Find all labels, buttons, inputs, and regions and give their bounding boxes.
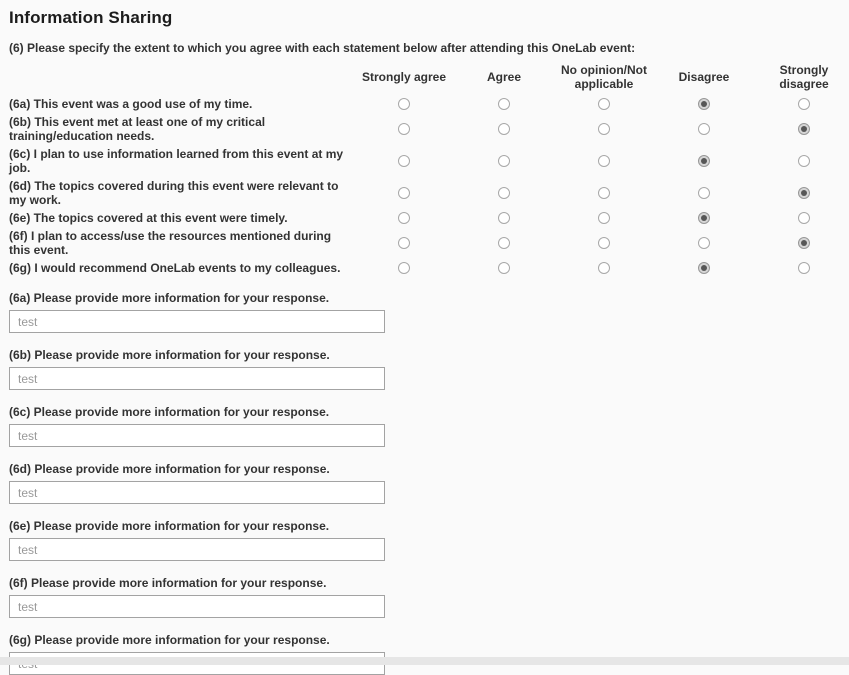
radio-6d-disagree[interactable]: [698, 187, 710, 199]
radio-6d-strongly-disagree[interactable]: [798, 187, 810, 199]
followup-label-6e: (6e) Please provide more information for your response.: [9, 519, 330, 533]
radio-6g-agree[interactable]: [498, 262, 510, 274]
radio-6e-disagree[interactable]: [698, 212, 710, 224]
radio-cell-6e-no-opinion-not-applicable: [554, 212, 654, 224]
column-header-disagree: Disagree: [678, 70, 730, 84]
agreement-matrix: [9, 58, 839, 277]
radio-cell-6c-strongly-disagree: [754, 155, 849, 167]
radio-6f-no-opinion-not-applicable[interactable]: [598, 237, 610, 249]
matrix-row-6a: [9, 95, 839, 113]
radio-6c-agree[interactable]: [498, 155, 510, 167]
radio-6b-disagree[interactable]: [698, 123, 710, 135]
radio-cell-6f-no-opinion-not-applicable: [554, 237, 654, 249]
followup-input-6c[interactable]: [9, 424, 385, 447]
matrix-row-6b: [9, 113, 839, 145]
radio-cell-6d-no-opinion-not-applicable: [554, 187, 654, 199]
radio-cell-6b-no-opinion-not-applicable: [554, 123, 654, 135]
radio-cell-6d-agree: [454, 187, 554, 199]
radio-cell-6g-strongly-agree: [354, 262, 454, 274]
matrix-row-6f: [9, 227, 839, 259]
radio-cell-6f-strongly-agree: [354, 237, 454, 249]
column-header-strongly-agree: Strongly agree: [361, 70, 447, 84]
matrix-row-6e: [9, 209, 839, 227]
radio-cell-6e-agree: [454, 212, 554, 224]
radio-6e-strongly-disagree[interactable]: [798, 212, 810, 224]
followup-group-6g: [9, 634, 839, 675]
radio-cell-6a-disagree: [654, 98, 754, 110]
followup-group-6c: [9, 406, 839, 447]
followup-label-6f: (6f) Please provide more information for your response.: [9, 576, 327, 590]
radio-cell-6f-disagree: [654, 237, 754, 249]
followup-group-6d: [9, 463, 839, 504]
radio-6a-strongly-agree[interactable]: [398, 98, 410, 110]
followup-label-6b: (6b) Please provide more information for your response.: [9, 348, 330, 362]
radio-cell-6g-disagree: [654, 262, 754, 274]
radio-cell-6d-strongly-disagree: [754, 187, 849, 199]
page-title: Information Sharing: [9, 8, 173, 27]
followup-input-6d[interactable]: [9, 481, 385, 504]
followup-input-6b[interactable]: [9, 367, 385, 390]
radio-6d-agree[interactable]: [498, 187, 510, 199]
radio-cell-6a-strongly-agree: [354, 98, 454, 110]
radio-6f-agree[interactable]: [498, 237, 510, 249]
radio-6b-strongly-agree[interactable]: [398, 123, 410, 135]
radio-6e-strongly-agree[interactable]: [398, 212, 410, 224]
statement-label-6c: (6c) I plan to use information learned from this event at my job.: [9, 147, 344, 175]
radio-cell-6a-agree: [454, 98, 554, 110]
statement-label-6g: (6g) I would recommend OneLab events to my colleagues.: [9, 261, 341, 275]
followup-label-6d: (6d) Please provide more information for your response.: [9, 462, 330, 476]
statement-label-6a: (6a) This event was a good use of my time.: [9, 97, 253, 111]
statement-label-6e: (6e) The topics covered at this event were timely.: [9, 211, 288, 225]
radio-cell-6c-strongly-agree: [354, 155, 454, 167]
radio-6g-no-opinion-not-applicable[interactable]: [598, 262, 610, 274]
radio-6g-disagree[interactable]: [698, 262, 710, 274]
radio-cell-6b-disagree: [654, 123, 754, 135]
radio-6a-disagree[interactable]: [698, 98, 710, 110]
statement-label-6b: (6b) This event met at least one of my critical training/education needs.: [9, 115, 266, 143]
radio-cell-6e-strongly-disagree: [754, 212, 849, 224]
radio-6b-strongly-disagree[interactable]: [798, 123, 810, 135]
radio-cell-6b-strongly-disagree: [754, 123, 849, 135]
radio-cell-6d-strongly-agree: [354, 187, 454, 199]
matrix-rows: [9, 95, 839, 277]
radio-6e-agree[interactable]: [498, 212, 510, 224]
radio-cell-6e-strongly-agree: [354, 212, 454, 224]
radio-cell-6g-agree: [454, 262, 554, 274]
followup-group-6b: [9, 349, 839, 390]
column-header-agree: Agree: [486, 70, 521, 84]
radio-cell-6a-strongly-disagree: [754, 98, 849, 110]
followup-input-6f[interactable]: [9, 595, 385, 618]
radio-cell-6f-agree: [454, 237, 554, 249]
radio-cell-6c-disagree: [654, 155, 754, 167]
followup-label-6g: (6g) Please provide more information for your response.: [9, 633, 330, 647]
matrix-row-6g: [9, 259, 839, 277]
followup-label-6a: (6a) Please provide more information for your response.: [9, 291, 330, 305]
radio-6c-disagree[interactable]: [698, 155, 710, 167]
radio-6a-strongly-disagree[interactable]: [798, 98, 810, 110]
radio-cell-6g-no-opinion-not-applicable: [554, 262, 654, 274]
matrix-row-6c: [9, 145, 839, 177]
question-6-text: (6) Please specify the extent to which you agree with each statement below after attending this OneLab event:: [9, 41, 636, 55]
matrix-row-6d: [9, 177, 839, 209]
radio-6e-no-opinion-not-applicable[interactable]: [598, 212, 610, 224]
followup-input-6a[interactable]: [9, 310, 385, 333]
radio-cell-6e-disagree: [654, 212, 754, 224]
followup-input-6e[interactable]: [9, 538, 385, 561]
radio-6d-strongly-agree[interactable]: [398, 187, 410, 199]
followup-group-6a: [9, 292, 839, 333]
radio-cell-6f-strongly-disagree: [754, 237, 849, 249]
followup-questions: [9, 292, 839, 675]
radio-cell-6a-no-opinion-not-applicable: [554, 98, 654, 110]
radio-cell-6d-disagree: [654, 187, 754, 199]
column-header-strongly-disagree: Strongly disagree: [779, 63, 829, 91]
radio-6d-no-opinion-not-applicable[interactable]: [598, 187, 610, 199]
radio-6b-no-opinion-not-applicable[interactable]: [598, 123, 610, 135]
radio-6f-strongly-disagree[interactable]: [798, 237, 810, 249]
matrix-header-row: [9, 58, 839, 95]
radio-6a-agree[interactable]: [498, 98, 510, 110]
column-header-no-opinion-not-applicable: No opinion/Not applicable: [561, 63, 647, 91]
page-bottom-edge: [0, 657, 849, 665]
radio-cell-6b-strongly-agree: [354, 123, 454, 135]
radio-cell-6c-no-opinion-not-applicable: [554, 155, 654, 167]
radio-6g-strongly-agree[interactable]: [398, 262, 410, 274]
statement-label-6f: (6f) I plan to access/use the resources mentioned during this event.: [9, 229, 332, 257]
radio-cell-6g-strongly-disagree: [754, 262, 849, 274]
radio-cell-6b-agree: [454, 123, 554, 135]
radio-cell-6c-agree: [454, 155, 554, 167]
radio-6f-disagree[interactable]: [698, 237, 710, 249]
radio-6c-no-opinion-not-applicable[interactable]: [598, 155, 610, 167]
radio-6g-strongly-disagree[interactable]: [798, 262, 810, 274]
radio-6b-agree[interactable]: [498, 123, 510, 135]
radio-6c-strongly-disagree[interactable]: [798, 155, 810, 167]
statement-label-6d: (6d) The topics covered during this event were relevant to my work.: [9, 179, 339, 207]
followup-group-6f: [9, 577, 839, 618]
radio-6a-no-opinion-not-applicable[interactable]: [598, 98, 610, 110]
radio-6f-strongly-agree[interactable]: [398, 237, 410, 249]
followup-group-6e: [9, 520, 839, 561]
followup-label-6c: (6c) Please provide more information for your response.: [9, 405, 330, 419]
radio-6c-strongly-agree[interactable]: [398, 155, 410, 167]
